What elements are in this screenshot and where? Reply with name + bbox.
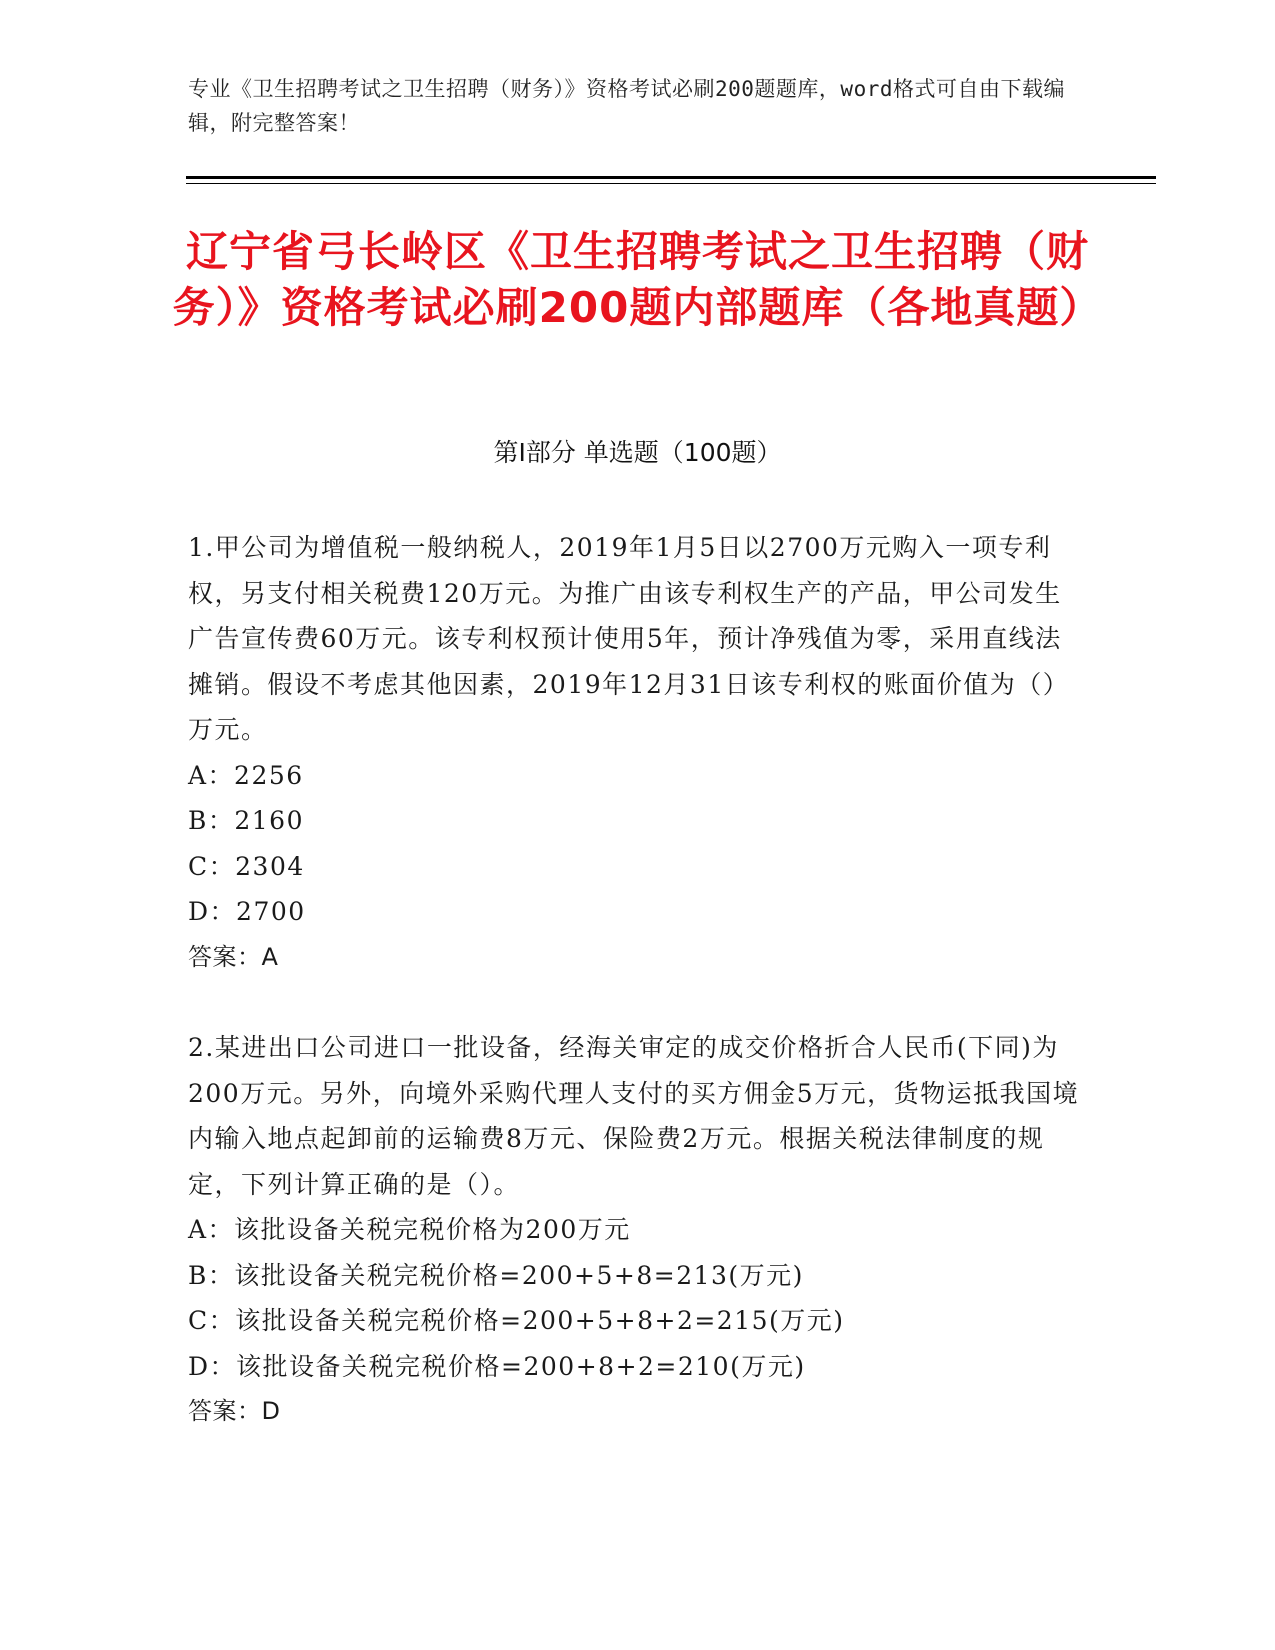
question-stem: 2.某进出口公司进口一批设备，经海关审定的成交价格折合人民币(下同)为200万元。另外，向境外采购代理人支付的买方佣金5万元，货物运抵我国境内输入地点起卸前的运输费8万元、保险费2万元。根据关税法律制度的规定，下列计算正确的是（）。: [188, 1033, 1080, 1199]
option-a: A：2256: [188, 760, 304, 790]
answer: 答案：D: [188, 1397, 281, 1425]
option-c: C：该批设备关税完税价格=200+5+8+2=215(万元): [188, 1306, 845, 1335]
question-2: [188, 1025, 1088, 1435]
question-1: [188, 525, 1088, 980]
option-b: B：该批设备关税完税价格=200+5+8=213(万元): [188, 1260, 804, 1290]
document-title: 辽宁省弓长岭区《卫生招聘考试之卫生招聘（财务）》资格考试必刷200题内部题库（各地真题）: [172, 227, 1103, 332]
option-d: D：该批设备关税完税价格=200+8+2=210(万元): [188, 1351, 806, 1381]
option-c: C：2304: [188, 851, 305, 881]
header-rule-thick: [186, 176, 1156, 179]
option-b: B：2160: [188, 806, 304, 835]
header-note: 专业《卫生招聘考试之卫生招聘（财务）》资格考试必刷200题题库，word格式可自由下载编辑，附完整答案！: [188, 77, 1065, 135]
section-heading: 第Ⅰ部分 单选题（100题）: [493, 438, 782, 467]
header-rule-thin: [186, 183, 1156, 184]
answer: 答案：A: [188, 942, 279, 971]
option-d: D：2700: [188, 897, 306, 926]
option-a: A：该批设备关税完税价格为200万元: [188, 1215, 631, 1244]
question-stem: 1.甲公司为增值税一般纳税人，2019年1月5日以2700万元购入一项专利权，另支付相关税费120万元。为推广由该专利权生产的产品，甲公司发生广告宣传费60万元。该专利权预计使用5年，预计净残值为零，采用直线法摊销。假设不考虑其他因素，2019年12月31日该专利权的账面价值为（）万元。: [188, 533, 1070, 744]
